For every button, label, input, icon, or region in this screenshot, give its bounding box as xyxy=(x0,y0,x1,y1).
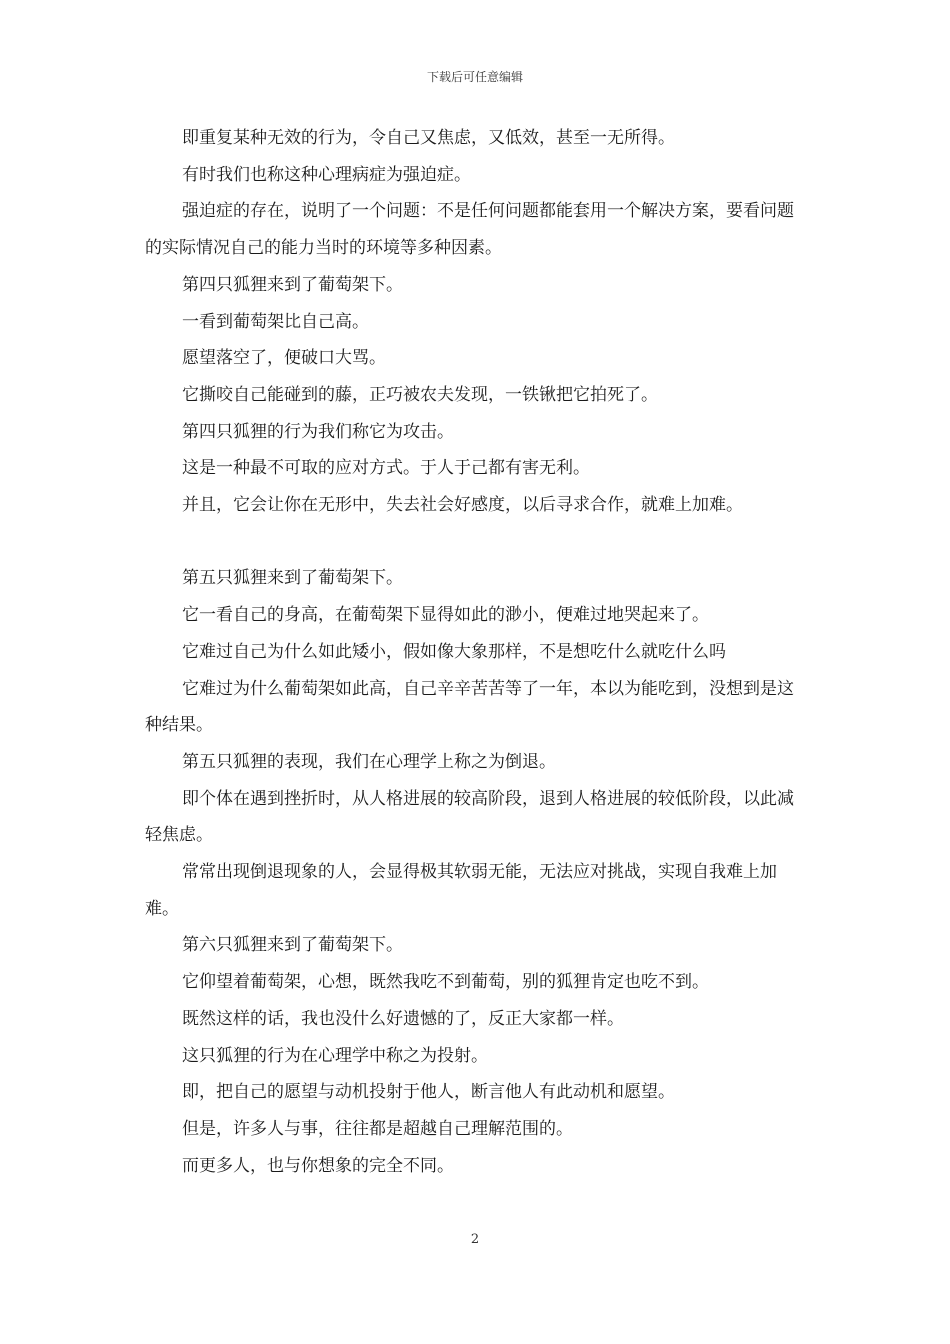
paragraph-15: 第五只狐狸的表现，我们在心理学上称之为倒退。 xyxy=(182,751,556,772)
page-number: 2 xyxy=(470,1232,480,1247)
paragraph-13: 它难过自己为什么如此矮小，假如像大象那样，不是想吃什么就吃什么吗 xyxy=(182,641,726,662)
paragraph-14: 它难过为什么葡萄架如此高，自己辛辛苦苦等了一年，本以为能吃到，没想到是这种结果。 xyxy=(145,678,794,736)
paragraph-11: 第五只狐狸来到了葡萄架下。 xyxy=(182,568,403,589)
paragraph-24: 而更多人，也与你想象的完全不同。 xyxy=(182,1155,454,1176)
paragraph-1: 即重复某种无效的行为，令自己又焦虑，又低效，甚至一无所得。 xyxy=(182,128,675,148)
body-text xyxy=(145,120,810,1184)
paragraph-19: 它仰望着葡萄架，心想，既然我吃不到葡萄，别的狐狸肯定也吃不到。 xyxy=(182,972,709,993)
paragraph-8: 第四只狐狸的行为我们称它为攻击。 xyxy=(182,421,454,442)
paragraph-10: 并且，它会让你在无形中，失去社会好感度，以后寻求合作，就难上加难。 xyxy=(182,495,743,516)
paragraph-17: 常常出现倒退现象的人，会显得极其软弱无能，无法应对挑战，实现自我难上加难。 xyxy=(145,862,777,919)
paragraph-3: 强迫症的存在，说明了一个问题：不是任何问题都能套用一个解决方案，要看问题的实际情况自己的能力当时的环境等多种因素。 xyxy=(145,201,794,259)
paragraph-5: 一看到葡萄架比自己高。 xyxy=(182,311,369,332)
paragraph-16: 即个体在遇到挫折时，从人格进展的较高阶段，退到人格进展的较低阶段，以此减轻焦虑。 xyxy=(145,788,794,846)
paragraph-22: 即，把自己的愿望与动机投射于他人，断言他人有此动机和愿望。 xyxy=(182,1082,675,1103)
paragraph-20: 既然这样的话，我也没什么好遗憾的了，反正大家都一样。 xyxy=(182,1008,624,1029)
blank-line xyxy=(145,524,810,561)
paragraph-7: 它撕咬自己能碰到的藤，正巧被农夫发现，一铁锹把它拍死了。 xyxy=(182,384,658,405)
paragraph-4: 第四只狐狸来到了葡萄架下。 xyxy=(182,274,403,295)
paragraph-18: 第六只狐狸来到了葡萄架下。 xyxy=(182,935,403,956)
paragraph-12: 它一看自己的身高，在葡萄架下显得如此的渺小，便难过地哭起来了。 xyxy=(182,605,709,626)
paragraph-9: 这是一种最不可取的应对方式。于人于己都有害无利。 xyxy=(182,458,590,479)
paragraph-2: 有时我们也称这种心理病症为强迫症。 xyxy=(182,164,471,185)
paragraph-6: 愿望落空了，便破口大骂。 xyxy=(182,348,386,369)
paragraph-21: 这只狐狸的行为在心理学中称之为投射。 xyxy=(182,1045,488,1066)
page-header: 下载后可任意编辑 xyxy=(426,70,523,84)
paragraph-23: 但是，许多人与事，往往都是超越自己理解范围的。 xyxy=(182,1118,573,1139)
